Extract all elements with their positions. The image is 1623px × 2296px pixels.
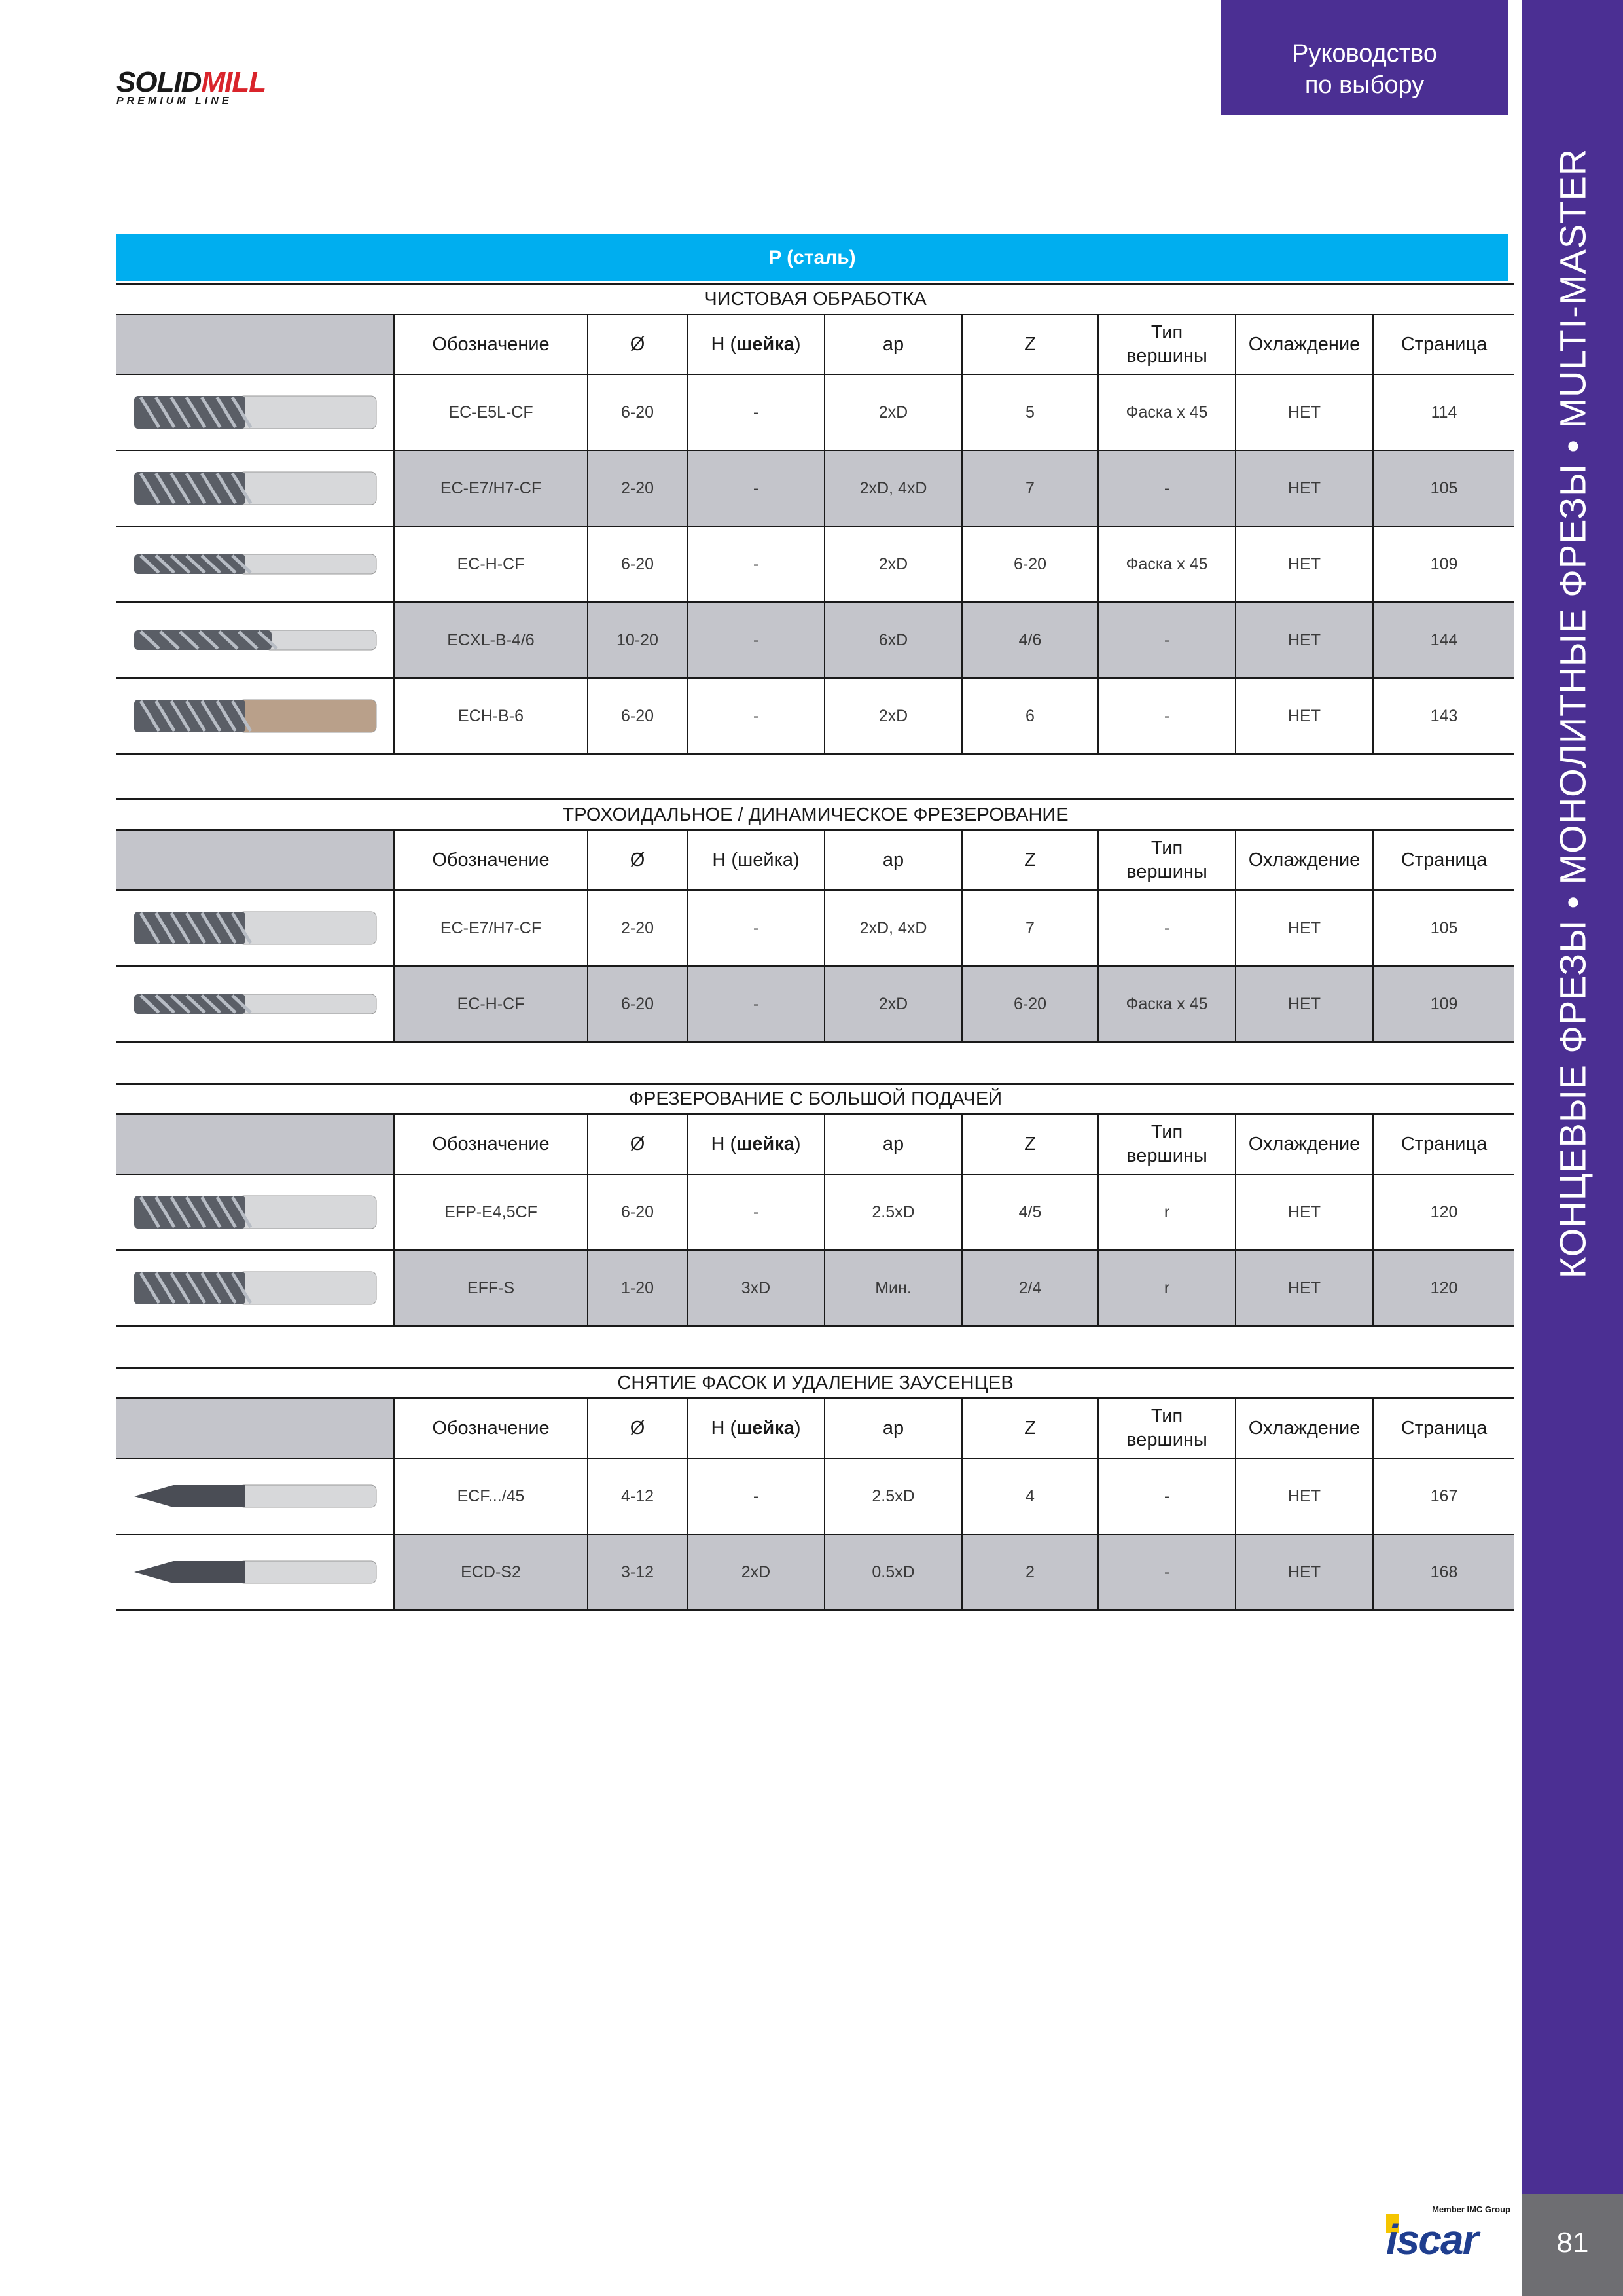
neck-cell: - (687, 966, 825, 1042)
helical-endmill-image (116, 450, 394, 526)
header-z: Z (962, 830, 1098, 890)
spot-chamfer-mill-image (116, 1534, 394, 1610)
page-ref-cell: 168 (1373, 1534, 1514, 1610)
cooling-cell: НЕТ (1236, 1458, 1373, 1534)
neck-cell: - (687, 678, 825, 754)
ap-cell: 2xD (825, 374, 962, 450)
table-row (116, 966, 1514, 1042)
designation-cell: EC-H-CF (394, 966, 588, 1042)
bronze-shank-endmill-image (116, 678, 394, 754)
neck-cell: 2xD (687, 1534, 825, 1610)
z-cell: 6-20 (962, 526, 1098, 602)
header-image-cell (116, 1398, 394, 1458)
cooling-cell: НЕТ (1236, 374, 1373, 450)
table-header-row (116, 314, 1514, 374)
designation-cell: ECF.../45 (394, 1458, 588, 1534)
table-row (116, 1534, 1514, 1610)
section-title: СНЯТИЕ ФАСОК И УДАЛЕНИЕ ЗАУСЕНЦЕВ (116, 1368, 1514, 1399)
section-title: ЧИСТОВАЯ ОБРАБОТКА (116, 284, 1514, 315)
ap-cell: 2xD, 4xD (825, 890, 962, 966)
cooling-cell: НЕТ (1236, 450, 1373, 526)
header-z: Z (962, 1398, 1098, 1458)
diameter-cell: 1-20 (588, 1250, 687, 1326)
feed-mill-short-image (116, 1250, 394, 1326)
tip-cell: Фаска x 45 (1098, 966, 1236, 1042)
diameter-cell: 6-20 (588, 374, 687, 450)
diameter-cell: 6-20 (588, 966, 687, 1042)
logo-subtitle: PREMIUM LINE (116, 96, 232, 107)
header-neck: H (шейка) (687, 1114, 825, 1174)
z-cell: 2 (962, 1534, 1098, 1610)
z-cell: 6-20 (962, 966, 1098, 1042)
header-cooling: Охлаждение (1236, 1398, 1373, 1458)
tip-cell: - (1098, 890, 1236, 966)
z-cell: 7 (962, 890, 1098, 966)
designation-cell: ECH-B-6 (394, 678, 588, 754)
long-endmill-image (116, 966, 394, 1042)
cooling-cell: НЕТ (1236, 966, 1373, 1042)
header-tip: Тип вершины (1098, 1114, 1236, 1174)
section-title: ТРОХОИДАЛЬНОЕ / ДИНАМИЧЕСКОЕ ФРЕЗЕРОВАНИЕ (116, 800, 1514, 831)
section-title: ФРЕЗЕРОВАНИЕ С БОЛЬШОЙ ПОДАЧЕЙ (116, 1084, 1514, 1115)
tip-cell: - (1098, 450, 1236, 526)
cooling-cell: НЕТ (1236, 678, 1373, 754)
neck-cell: - (687, 526, 825, 602)
table-row (116, 374, 1514, 450)
page-ref-cell: 144 (1373, 602, 1514, 678)
side-section-title: КОНЦЕВЫЕ ФРЕЗЫ • МОНОЛИТНЫЕ ФРЕЗЫ • MULTI-MASTER (1552, 148, 1594, 1279)
table-header-row (116, 830, 1514, 890)
header-tip: Тип вершины (1098, 314, 1236, 374)
neck-cell: 3xD (687, 1250, 825, 1326)
selection-guide-tab: Руководство по выбору (1221, 0, 1508, 115)
ap-cell: 2.5xD (825, 1174, 962, 1250)
header-page: Страница (1373, 830, 1514, 890)
z-cell: 4/5 (962, 1174, 1098, 1250)
diameter-cell: 6-20 (588, 678, 687, 754)
header-neck: H (шейка) (687, 314, 825, 374)
diameter-cell: 2-20 (588, 890, 687, 966)
page-ref-cell: 109 (1373, 526, 1514, 602)
designation-cell: ECD-S2 (394, 1534, 588, 1610)
header-ap: ap (825, 314, 962, 374)
tip-cell: - (1098, 602, 1236, 678)
ball-finishing-endmill-image (116, 374, 394, 450)
neck-cell: - (687, 374, 825, 450)
neck-cell: - (687, 1174, 825, 1250)
table-row (116, 1458, 1514, 1534)
neck-cell: - (687, 602, 825, 678)
header-image-cell (116, 1114, 394, 1174)
long-endmill-image (116, 526, 394, 602)
page-number: 81 (1556, 2227, 1589, 2259)
header-page: Страница (1373, 1398, 1514, 1458)
neck-cell: - (687, 1458, 825, 1534)
z-cell: 2/4 (962, 1250, 1098, 1326)
designation-cell: EFF-S (394, 1250, 588, 1326)
header-cooling: Охлаждение (1236, 830, 1373, 890)
page-ref-cell: 120 (1373, 1174, 1514, 1250)
neck-cell: - (687, 450, 825, 526)
cooling-cell: НЕТ (1236, 1534, 1373, 1610)
diameter-cell: 6-20 (588, 526, 687, 602)
ap-cell: Мин. (825, 1250, 962, 1326)
header-designation: Обозначение (394, 314, 588, 374)
tip-cell: - (1098, 1458, 1236, 1534)
header-diameter: Ø (588, 314, 687, 374)
header-cooling: Охлаждение (1236, 1114, 1373, 1174)
cooling-cell: НЕТ (1236, 1250, 1373, 1326)
tip-cell: Фаска x 45 (1098, 374, 1236, 450)
chamfer-table (116, 1367, 1514, 1611)
header-tip: Тип вершины (1098, 830, 1236, 890)
page-ref-cell: 105 (1373, 450, 1514, 526)
header-designation: Обозначение (394, 1114, 588, 1174)
neck-cell: - (687, 890, 825, 966)
iscar-logo: Member IMC Group iscar (1386, 2204, 1510, 2263)
header-tip: Тип вершины (1098, 1398, 1236, 1458)
z-cell: 5 (962, 374, 1098, 450)
chamfer-mill-image (116, 1458, 394, 1534)
table-row (116, 890, 1514, 966)
header-diameter: Ø (588, 830, 687, 890)
ap-cell: 2xD (825, 678, 962, 754)
table-row (116, 1250, 1514, 1326)
ap-cell: 2xD (825, 966, 962, 1042)
page-ref-cell: 114 (1373, 374, 1514, 450)
cooling-cell: НЕТ (1236, 602, 1373, 678)
z-cell: 4 (962, 1458, 1098, 1534)
header-ap: ap (825, 830, 962, 890)
header-ap: ap (825, 1114, 962, 1174)
diameter-cell: 3-12 (588, 1534, 687, 1610)
header-neck: H (шейка) (687, 830, 825, 890)
page-ref-cell: 120 (1373, 1250, 1514, 1326)
designation-cell: EC-H-CF (394, 526, 588, 602)
header-image-cell (116, 314, 394, 374)
header-cooling: Охлаждение (1236, 314, 1373, 374)
cooling-cell: НЕТ (1236, 890, 1373, 966)
table-row (116, 526, 1514, 602)
diameter-cell: 4-12 (588, 1458, 687, 1534)
table-header-row (116, 1114, 1514, 1174)
page-ref-cell: 109 (1373, 966, 1514, 1042)
diameter-cell: 2-20 (588, 450, 687, 526)
diameter-cell: 6-20 (588, 1174, 687, 1250)
header-diameter: Ø (588, 1114, 687, 1174)
header-neck: H (шейка) (687, 1398, 825, 1458)
high-feed-table (116, 1083, 1514, 1327)
finishing-table (116, 283, 1514, 755)
ap-cell: 0.5xD (825, 1534, 962, 1610)
header-diameter: Ø (588, 1398, 687, 1458)
designation-cell: EC-E5L-CF (394, 374, 588, 450)
high-feed-endmill-image (116, 1174, 394, 1250)
ap-cell: 6xD (825, 602, 962, 678)
helical-endmill-image (116, 890, 394, 966)
table-row (116, 602, 1514, 678)
designation-cell: EFP-E4,5CF (394, 1174, 588, 1250)
designation-cell: EC-E7/H7-CF (394, 890, 588, 966)
designation-cell: ECXL-B-4/6 (394, 602, 588, 678)
page-ref-cell: 143 (1373, 678, 1514, 754)
solidmill-logo: SOLIDMILL PREMIUM LINE (116, 68, 313, 114)
page-ref-cell: 167 (1373, 1458, 1514, 1534)
table-header-row (116, 1398, 1514, 1458)
header-page: Страница (1373, 314, 1514, 374)
table-row (116, 1174, 1514, 1250)
tip-cell: - (1098, 1534, 1236, 1610)
designation-cell: EC-E7/H7-CF (394, 450, 588, 526)
table-row (116, 450, 1514, 526)
z-cell: 6 (962, 678, 1098, 754)
ap-cell: 2xD, 4xD (825, 450, 962, 526)
tip-cell: r (1098, 1174, 1236, 1250)
header-ap: ap (825, 1398, 962, 1458)
cooling-cell: НЕТ (1236, 1174, 1373, 1250)
tip-cell: - (1098, 678, 1236, 754)
diameter-cell: 10-20 (588, 602, 687, 678)
material-banner: P (сталь) (116, 234, 1508, 281)
ap-cell: 2xD (825, 526, 962, 602)
z-cell: 7 (962, 450, 1098, 526)
header-image-cell (116, 830, 394, 890)
header-designation: Обозначение (394, 1398, 588, 1458)
long-flute-endmill-image (116, 602, 394, 678)
ap-cell: 2.5xD (825, 1458, 962, 1534)
cooling-cell: НЕТ (1236, 526, 1373, 602)
tip-cell: r (1098, 1250, 1236, 1326)
page-ref-cell: 105 (1373, 890, 1514, 966)
z-cell: 4/6 (962, 602, 1098, 678)
tip-cell: Фаска x 45 (1098, 526, 1236, 602)
header-page: Страница (1373, 1114, 1514, 1174)
header-z: Z (962, 1114, 1098, 1174)
header-z: Z (962, 314, 1098, 374)
table-row (116, 678, 1514, 754)
trochoidal-table (116, 798, 1514, 1043)
page-number-box (1522, 2194, 1623, 2296)
header-designation: Обозначение (394, 830, 588, 890)
